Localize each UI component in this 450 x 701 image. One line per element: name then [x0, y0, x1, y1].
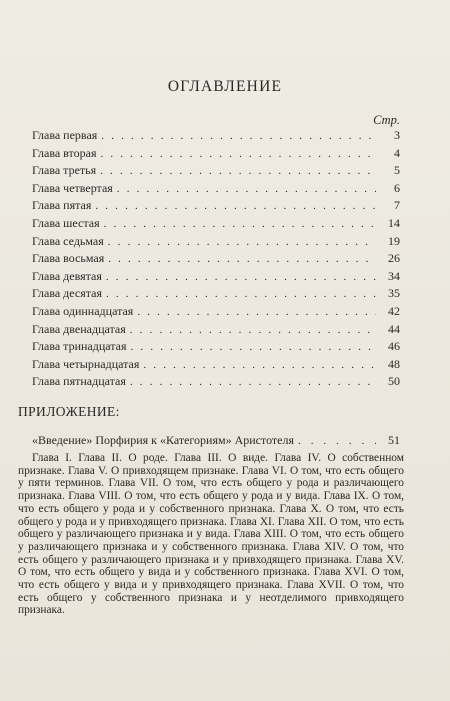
toc-entry-page: 46: [388, 339, 400, 354]
table-of-contents: [32, 128, 400, 392]
toc-entry-label: Глава десятая: [32, 286, 102, 301]
toc-entry: [32, 339, 400, 357]
toc-entry: [32, 234, 400, 252]
dot-leader: [95, 200, 376, 212]
dot-leader: [108, 236, 376, 248]
toc-entry: [32, 322, 400, 340]
dot-leader: [130, 376, 376, 388]
page-title: ОГЛАВЛЕНИЕ: [167, 78, 283, 95]
appendix-contents-paragraph: Глава I. Глава II. О роде. Глава III. О виде. Глава IV. О собственном признаке. Глава V. О привходящем признаке. Глава VI. О том, что есть общего у пяти терминов. Глава VII. О том, что есть общего у рода и различающего признака. Глава VIII. О том, что есть общего у рода и у вида. Глава IX. О том, что есть общего у рода и у собственного признака. Глава X. О том, что есть общего у рода и у привходящего признака. Глава XI. Глава XII. О том, что есть общего у различающего признака и у вида. Глава XIII. О том, что есть общего у различающего признака и у собственного признака. Глава XIV. О том, что есть общего у различающего признака и у привходящего признака. Глава XV. О том, что есть общего у вида и у собственного признака. Глава XVI. О том, что есть общего у вида и у привходящего признака. Глава XVII. О том, что есть общего у собственного признака и у неотделимого привходящего признака.: [18, 452, 404, 617]
toc-entry: [32, 216, 400, 234]
toc-entry-label: Глава третья: [32, 163, 97, 178]
toc-entry-label: Глава тринадцатая: [32, 339, 127, 354]
toc-entry: [32, 128, 400, 146]
toc-entry-page: 42: [388, 303, 400, 318]
dot-leader: [100, 165, 376, 177]
dot-leader: [106, 271, 376, 283]
toc-entry-page: 5: [394, 163, 400, 178]
dot-leader: [101, 130, 376, 142]
page-column-label: Стр.: [373, 113, 400, 127]
toc-entry: [32, 269, 400, 287]
toc-entry-page: 7: [394, 198, 400, 213]
appendix-heading: ПРИЛОЖЕНИЕ:: [18, 404, 120, 419]
dot-leader: [108, 253, 376, 265]
toc-entry-page: 6: [394, 180, 400, 195]
toc-entry: [32, 251, 400, 269]
toc-entry: [32, 286, 400, 304]
appendix-entry: [32, 433, 400, 448]
toc-entry-page: 35: [388, 286, 400, 301]
toc-entry-label: Глава двенадцатая: [32, 321, 126, 336]
dot-leader: [104, 218, 376, 230]
toc-entry: [32, 198, 400, 216]
toc-entry-label: Глава четырнадцатая: [32, 356, 140, 371]
toc-entry-label: Глава девятая: [32, 268, 102, 283]
toc-entry-label: Глава восьмая: [32, 251, 105, 266]
dot-leader: [106, 288, 376, 300]
toc-entry-label: Глава пятая: [32, 198, 92, 213]
dot-leader: [117, 183, 376, 195]
toc-entry: [32, 304, 400, 322]
toc-entry: [32, 181, 400, 199]
dot-leader: [130, 324, 376, 336]
appendix-entry-page: 51: [388, 433, 400, 447]
toc-entry-page: 50: [388, 374, 400, 389]
toc-entry-label: Глава четвертая: [32, 180, 113, 195]
toc-entry-label: Глава одиннадцатая: [32, 303, 134, 318]
toc-entry: [32, 357, 400, 375]
toc-entry-label: Глава первая: [32, 128, 98, 142]
toc-entry-label: Глава седьмая: [32, 233, 104, 248]
dot-leader: [298, 435, 376, 447]
dot-leader: [100, 148, 376, 160]
toc-entry-page: 34: [388, 268, 400, 283]
toc-entry-page: 48: [388, 356, 400, 371]
toc-entry: [32, 146, 400, 164]
dot-leader: [137, 306, 376, 318]
toc-entry: [32, 374, 400, 392]
toc-entry-label: Глава вторая: [32, 145, 97, 160]
toc-entry-page: 4: [394, 145, 400, 160]
toc-entry-page: 3: [394, 128, 400, 142]
dot-leader: [143, 359, 376, 371]
toc-entry-page: 19: [388, 233, 400, 248]
appendix-entry-label: «Введение» Порфирия к «Категориям» Аристотеля: [32, 433, 295, 447]
toc-entry-page: 44: [388, 321, 400, 336]
toc-entry-label: Глава пятнадцатая: [32, 374, 126, 389]
dot-leader: [131, 341, 376, 353]
toc-entry-page: 14: [388, 215, 400, 230]
toc-entry-label: Глава шестая: [32, 215, 100, 230]
toc-entry-page: 26: [388, 251, 400, 266]
toc-entry: [32, 163, 400, 181]
